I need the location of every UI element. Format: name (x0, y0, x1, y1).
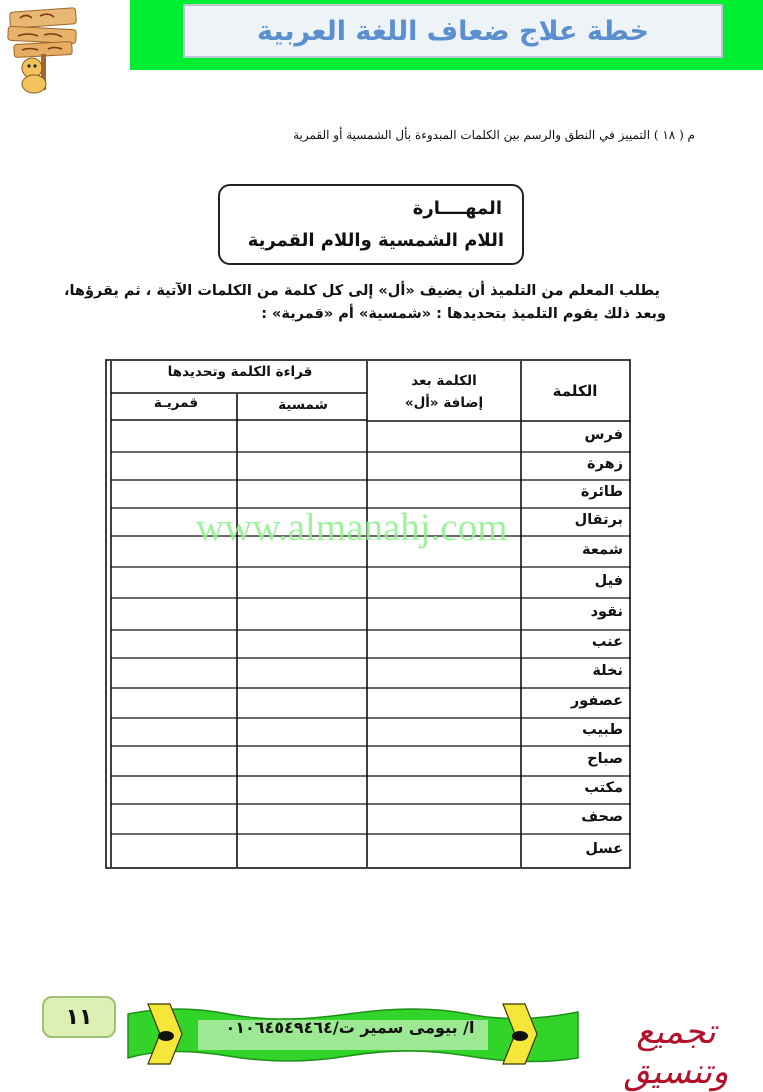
page-title: خطة علاج ضعاف اللغة العربية (183, 4, 723, 58)
column-qamari-header: قمريـة (153, 395, 199, 411)
instruction-line-2: وبعد ذلك يقوم التلميذ بتحديدها : «شمسية» أم «قمرية» : (261, 306, 666, 322)
table-word-cell: مكتب (584, 780, 623, 796)
words-table (105, 358, 633, 870)
skill-heading: المهــــارة (412, 198, 502, 219)
skill-box (218, 184, 524, 265)
column-after-header (369, 370, 519, 414)
table-word-cell: نقود (590, 604, 623, 620)
column-after-line-1: الكلمة بعد (411, 373, 477, 389)
table-word-cell: زهرة (587, 456, 623, 472)
column-shamsi-header: شمسية (278, 397, 328, 413)
page-number: ١١ (42, 996, 116, 1038)
table-word-cell: عصفور (570, 693, 623, 709)
table-word-cell: صباح (587, 751, 623, 767)
table-word-cell: طائرة (580, 484, 623, 500)
mascot-logo-icon (4, 4, 82, 96)
table-word-cell: عنب (591, 634, 623, 650)
column-after-line-2: إضافة «أل» (404, 395, 484, 411)
table-word-cell: برتقال (574, 512, 623, 528)
table-word-cell: عسل (585, 840, 623, 857)
column-word-header: الكلمة (552, 382, 598, 400)
table-word-cell: فيل (594, 572, 623, 589)
author-contact: ا/ بيومى سمير ت/٠١٠٦٤٥٤٩٤٦٤ (225, 1018, 475, 1037)
table-word-cell: طبيب (582, 722, 623, 738)
table-word-cell: فرس (584, 426, 623, 443)
table-word-cell: صحف (581, 809, 623, 825)
compilation-label: تجميع وتنسيق (623, 1012, 729, 1092)
objective-text: م ( ١٨ ) التمييز في النطق والرسم بين الكلمات المبدوءة بأل الشمسية أو القمرية (293, 128, 695, 142)
table-grid (105, 358, 633, 870)
watermark: www.almanahj.com (196, 506, 508, 549)
column-reading-header: قراءة الكلمة وتحديدها (167, 364, 313, 380)
instruction-line-1: يطلب المعلم من التلميذ أن يضيف «أل» إلى كل كلمة من الكلمات الآتية ، ثم يقرؤها، (63, 283, 660, 299)
skill-text: اللام الشمسية واللام القمرية (247, 230, 504, 251)
table-word-cell: نخلة (592, 663, 623, 679)
table-word-cell: شمعة (582, 541, 623, 558)
